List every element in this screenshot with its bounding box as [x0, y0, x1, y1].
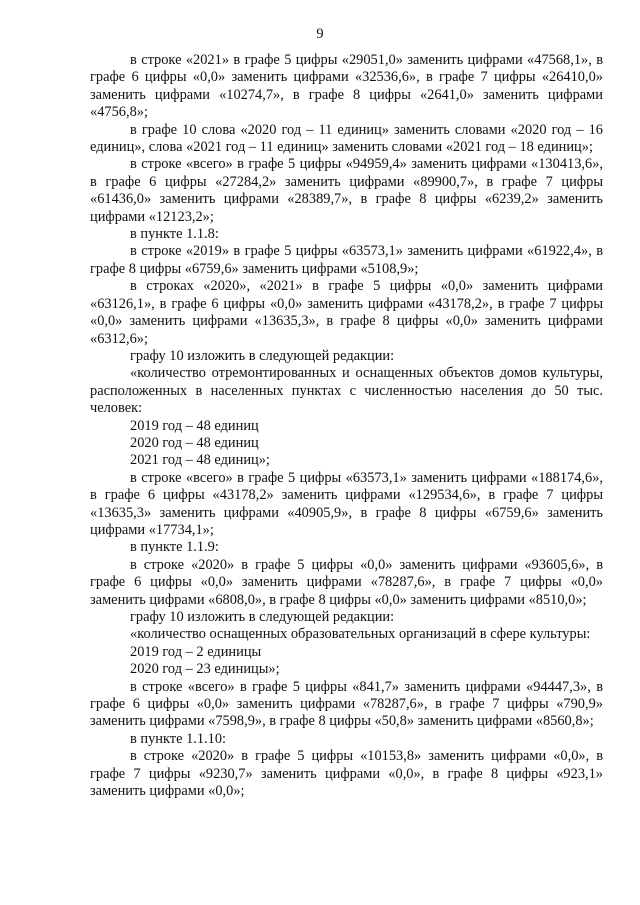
paragraph: в строке «2020» в графе 5 цифры «10153,8» заменить цифрами «0,0», в графе 7 цифры «9230,7» заменить цифрами «0,0», в графе 8 цифры «923,1» заменить цифрами «0,0»;: [90, 748, 603, 800]
paragraph: графу 10 изложить в следующей редакции:: [130, 347, 395, 364]
list-item: 2021 год – 48 единиц»;: [130, 452, 270, 469]
paragraph: «количество оснащенных образовательных организаций в сфере культуры:: [130, 626, 591, 643]
paragraph: «количество отремонтированных и оснащенных объектов домов культуры, расположенных в населенных пунктах с численностью населения до 50 тыс. человек:: [90, 365, 603, 417]
document-body: [90, 52, 603, 800]
paragraph: в строке «всего» в графе 5 цифры «63573,1» заменить цифрами «188174,6», в графе 6 цифры «43178,2» заменить цифрами «129534,6», в графе 7 цифры «13635,3» заменить цифрами «40905,9», в графе 8 цифры «6759,6» заменить цифрами «17734,1»;: [90, 469, 603, 538]
paragraph: в строке «2020» в графе 5 цифры «0,0» заменить цифрами «93605,6», в графе 6 цифры «0,0» заменить цифрами «78287,6», в графе 7 цифры «0,0» заменить цифрами «6808,0», в графе 8 цифры «0,0» заменить цифрами «8510,0»;: [90, 556, 603, 608]
paragraph: в строке «всего» в графе 5 цифры «94959,4» заменить цифрами «130413,6», в графе 6 цифры «27284,2» заменить цифрами «89900,7», в графе 7 цифры «61436,0» заменить цифрами «28389,7», в графе 8 цифры «6239,2» заменить цифрами «12123,2»;: [90, 156, 603, 225]
section-heading: в пункте 1.1.9:: [130, 539, 219, 556]
paragraph: в графе 10 слова «2020 год – 11 единиц» заменить словами «2020 год – 16 единиц», слова «2021 год – 11 единиц» заменить словами «2021 год – 18 единиц»;: [90, 121, 603, 156]
paragraph: графу 10 изложить в следующей редакции:: [130, 609, 395, 625]
list-item: 2019 год – 48 единиц: [130, 417, 259, 434]
paragraph: в строке «2019» в графе 5 цифры «63573,1» заменить цифрами «61922,4», в графе 8 цифры «6759,6» заменить цифрами «5108,9»;: [90, 243, 603, 277]
paragraph: в строке «2021» в графе 5 цифры «29051,0» заменить цифрами «47568,1», в графе 6 цифры «0,0» заменить цифрами «32536,6», в графе 7 цифры «26410,0» заменить цифрами «10274,7», в графе 8 цифры «2641,0» заменить цифрами «4756,8»;: [90, 52, 603, 121]
list-item: 2020 год – 23 единицы»;: [130, 661, 280, 678]
section-heading: в пункте 1.1.8:: [130, 226, 219, 243]
paragraph: в строке «всего» в графе 5 цифры «841,7» заменить цифрами «94447,3», в графе 6 цифры «0,0» заменить цифрами «78287,6», в графе 7 цифры «790,9» заменить цифрами «7598,9», в графе 8 цифры «50,8» заменить цифрами «8560,8»;: [90, 678, 603, 730]
paragraph: в строках «2020», «2021» в графе 5 цифры «0,0» заменить цифрами «63126,1», в графе 6 цифры «0,0» заменить цифрами «43178,2», в графе 7 цифры «0,0» заменить цифрами «13635,3», в графе 8 цифры «0,0» заменить цифрами «6312,6»;: [90, 278, 603, 347]
list-item: 2019 год – 2 единицы: [130, 643, 262, 660]
page-number: 9: [316, 26, 324, 42]
section-heading: в пункте 1.1.10:: [130, 730, 227, 747]
list-item: 2020 год – 48 единиц: [130, 434, 259, 451]
